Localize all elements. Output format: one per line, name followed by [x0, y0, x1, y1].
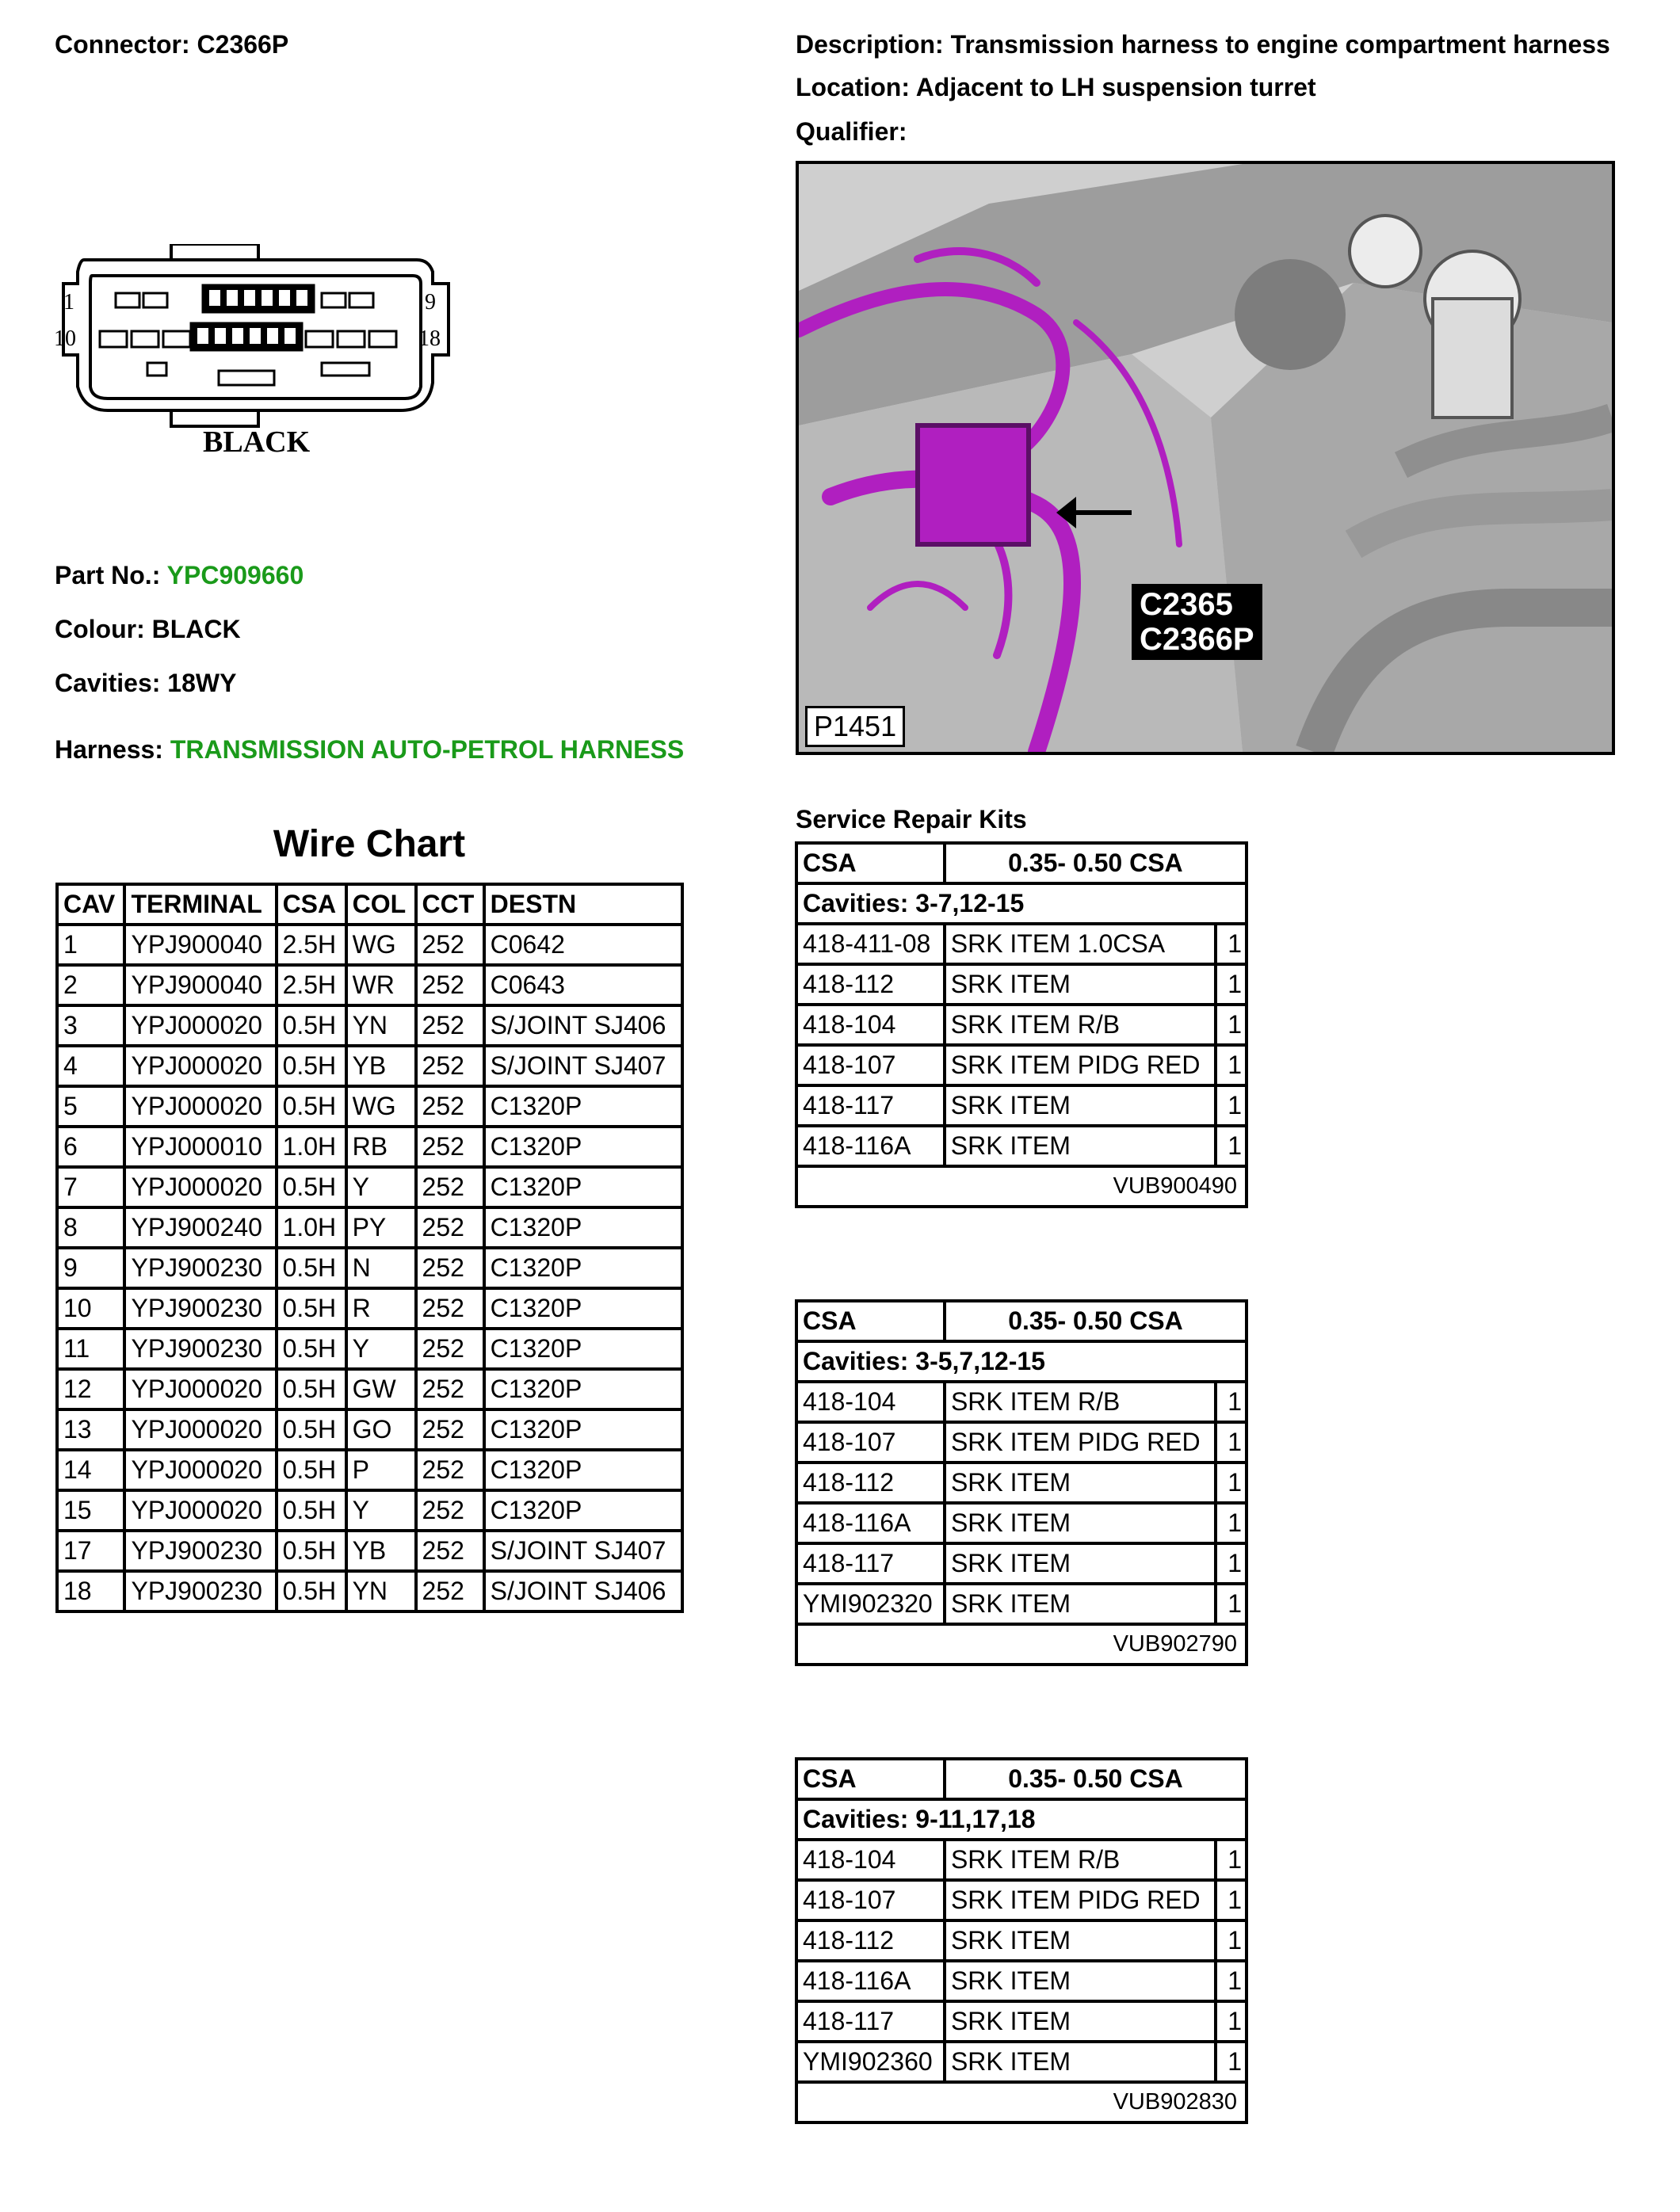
- kit-item-part: 418-116A: [796, 1503, 945, 1543]
- cell-csa: 0.5H: [277, 1005, 346, 1046]
- wire-chart-header-row: [57, 884, 682, 925]
- part-number-label: Part No.:: [55, 561, 161, 589]
- cell-cct: 252: [416, 1288, 484, 1329]
- kit-item-row: [796, 1961, 1247, 2001]
- kit-csa-row: [796, 1759, 1247, 1799]
- kit-item-qty: 1: [1216, 1880, 1247, 1920]
- kit-item-desc: SRK ITEM: [945, 2042, 1216, 2082]
- kit-item-row: [796, 924, 1247, 964]
- cell-cct: 252: [416, 925, 484, 965]
- repair-kit-2: [795, 1299, 1248, 1666]
- cell-col: Y: [346, 1490, 416, 1531]
- kit-item-desc: SRK ITEM: [945, 1920, 1216, 1961]
- table-row: [57, 1167, 682, 1207]
- table-row: [57, 1288, 682, 1329]
- kit-item-row: [796, 1543, 1247, 1584]
- kit-item-qty: 1: [1216, 1503, 1247, 1543]
- kit-item-part: 418-107: [796, 1422, 945, 1463]
- cell-cav: 13: [57, 1409, 124, 1450]
- kit-item-part: YMI902360: [796, 2042, 945, 2082]
- kit-item-qty: 1: [1216, 1005, 1247, 1045]
- kit-cavities: Cavities: 3-7,12-15: [796, 883, 1247, 924]
- cell-csa: 0.5H: [277, 1046, 346, 1086]
- part-number-value: YPC909660: [166, 561, 304, 589]
- harness: [55, 735, 684, 765]
- wire-chart-table: [55, 883, 684, 1613]
- table-row: [57, 1207, 682, 1248]
- kit-item-row: [796, 1584, 1247, 1624]
- cell-col: YB: [346, 1046, 416, 1086]
- cell-cct: 252: [416, 1450, 484, 1490]
- cell-destn: C1320P: [484, 1329, 682, 1369]
- cell-cav: 5: [57, 1086, 124, 1127]
- header-col: COL: [346, 884, 416, 925]
- kit-csa-row: [796, 843, 1247, 883]
- cell-cav: 7: [57, 1167, 124, 1207]
- cell-col: YB: [346, 1531, 416, 1571]
- kit-item-qty: 1: [1216, 1961, 1247, 2001]
- kit-item-desc: SRK ITEM: [945, 1543, 1216, 1584]
- cell-cav: 11: [57, 1329, 124, 1369]
- cell-col: N: [346, 1248, 416, 1288]
- kit-item-qty: 1: [1216, 964, 1247, 1005]
- kit-item-qty: 1: [1216, 2001, 1247, 2042]
- cell-cct: 252: [416, 1329, 484, 1369]
- cell-destn: C0643: [484, 965, 682, 1005]
- cell-terminal: YPJ000020: [124, 1490, 276, 1531]
- cell-cct: 252: [416, 965, 484, 1005]
- cell-col: YN: [346, 1571, 416, 1611]
- cell-csa: 0.5H: [277, 1086, 346, 1127]
- repair-kit-table: [795, 1757, 1248, 2124]
- kit-number-row: [796, 1624, 1247, 1665]
- table-row: [57, 1005, 682, 1046]
- kit-csa-label: CSA: [796, 1759, 945, 1799]
- cell-csa: 1.0H: [277, 1207, 346, 1248]
- cell-cct: 252: [416, 1369, 484, 1409]
- cell-csa: 2.5H: [277, 925, 346, 965]
- kit-item-part: 418-117: [796, 2001, 945, 2042]
- photo-callout: [1132, 584, 1262, 660]
- callout-c2366p: C2366P: [1140, 622, 1254, 657]
- harness-label: Harness:: [55, 735, 163, 764]
- kit-item-qty: 1: [1216, 1085, 1247, 1126]
- kit-number: VUB902790: [796, 1624, 1247, 1665]
- kit-csa-range: 0.35- 0.50 CSA: [945, 843, 1247, 883]
- header-destn: DESTN: [484, 884, 682, 925]
- cell-col: WR: [346, 965, 416, 1005]
- kit-item-desc: SRK ITEM: [945, 1503, 1216, 1543]
- photo-reference: P1451: [805, 706, 905, 747]
- cell-terminal: YPJ900230: [124, 1531, 276, 1571]
- table-row: [57, 1490, 682, 1531]
- kit-item-row: [796, 1422, 1247, 1463]
- kit-item-part: 418-112: [796, 1920, 945, 1961]
- connector-title: Connector: C2366P: [55, 30, 289, 59]
- cell-col: Y: [346, 1329, 416, 1369]
- kit-item-row: [796, 1382, 1247, 1422]
- cell-cav: 2: [57, 965, 124, 1005]
- kit-number-row: [796, 2082, 1247, 2122]
- cell-destn: C1320P: [484, 1409, 682, 1450]
- kit-item-row: [796, 1840, 1247, 1880]
- kit-item-desc: SRK ITEM: [945, 1126, 1216, 1166]
- kit-cavities: Cavities: 3-5,7,12-15: [796, 1341, 1247, 1382]
- cell-terminal: YPJ900230: [124, 1329, 276, 1369]
- kit-item-part: 418-116A: [796, 1126, 945, 1166]
- cell-cav: 18: [57, 1571, 124, 1611]
- cell-cct: 252: [416, 1086, 484, 1127]
- kit-number: VUB902830: [796, 2082, 1247, 2122]
- cell-cav: 6: [57, 1127, 124, 1167]
- kit-item-row: [796, 1005, 1247, 1045]
- kit-item-qty: 1: [1216, 1463, 1247, 1503]
- cell-cav: 10: [57, 1288, 124, 1329]
- qualifier-label: Qualifier:: [796, 117, 907, 146]
- wire-chart-body: [57, 925, 682, 1611]
- cavities-label: Cavities: 18WY: [55, 669, 237, 697]
- kit-csa-label: CSA: [796, 1301, 945, 1341]
- kit-item-row: [796, 1880, 1247, 1920]
- header-cav: CAV: [57, 884, 124, 925]
- cell-terminal: YPJ000020: [124, 1167, 276, 1207]
- kit-item-row: [796, 1126, 1247, 1166]
- header-cct: CCT: [416, 884, 484, 925]
- pin-9-label: 9: [425, 290, 436, 315]
- cell-csa: 2.5H: [277, 965, 346, 1005]
- table-row: [57, 1329, 682, 1369]
- table-row: [57, 1046, 682, 1086]
- cell-csa: 0.5H: [277, 1571, 346, 1611]
- cell-cct: 252: [416, 1409, 484, 1450]
- kit-item-qty: 1: [1216, 1382, 1247, 1422]
- description-label: Description: Transmission harness to engine compartment harness: [796, 30, 1610, 59]
- cell-csa: 0.5H: [277, 1329, 346, 1369]
- kit-item-desc: SRK ITEM R/B: [945, 1840, 1216, 1880]
- cell-destn: C1320P: [484, 1288, 682, 1329]
- cell-csa: 0.5H: [277, 1288, 346, 1329]
- pin-1-label: 1: [63, 290, 74, 315]
- cell-col: RB: [346, 1127, 416, 1167]
- cell-terminal: YPJ000020: [124, 1086, 276, 1127]
- kit-item-row: [796, 964, 1247, 1005]
- cell-csa: 0.5H: [277, 1450, 346, 1490]
- location-label: Location: Adjacent to LH suspension turret: [796, 73, 1316, 101]
- cell-terminal: YPJ000010: [124, 1127, 276, 1167]
- kit-item-part: 418-104: [796, 1840, 945, 1880]
- repair-kit-table: [795, 841, 1248, 1208]
- cell-csa: 0.5H: [277, 1531, 346, 1571]
- kit-item-part: 418-411-08: [796, 924, 945, 964]
- cell-cav: 1: [57, 925, 124, 965]
- cell-terminal: YPJ000020: [124, 1046, 276, 1086]
- cell-destn: C1320P: [484, 1369, 682, 1409]
- cell-destn: C1320P: [484, 1167, 682, 1207]
- cell-destn: S/JOINT SJ406: [484, 1571, 682, 1611]
- kit-item-part: 418-107: [796, 1880, 945, 1920]
- cell-destn: S/JOINT SJ407: [484, 1531, 682, 1571]
- callout-c2365: C2365: [1140, 587, 1233, 622]
- kit-item-row: [796, 2001, 1247, 2042]
- cell-destn: C1320P: [484, 1490, 682, 1531]
- kit-item-part: 418-104: [796, 1005, 945, 1045]
- cell-destn: C1320P: [484, 1207, 682, 1248]
- kit-item-qty: 1: [1216, 1045, 1247, 1085]
- kit-item-desc: SRK ITEM 1.0CSA: [945, 924, 1216, 964]
- cell-col: P: [346, 1450, 416, 1490]
- kit-number-row: [796, 1166, 1247, 1207]
- kit-item-desc: SRK ITEM PIDG RED: [945, 1422, 1216, 1463]
- kit-csa-label: CSA: [796, 843, 945, 883]
- kit-item-desc: SRK ITEM: [945, 1584, 1216, 1624]
- cell-csa: 0.5H: [277, 1167, 346, 1207]
- table-row: [57, 1571, 682, 1611]
- cell-col: YN: [346, 1005, 416, 1046]
- cell-cct: 252: [416, 1531, 484, 1571]
- cell-destn: S/JOINT SJ406: [484, 1005, 682, 1046]
- connector-face-diagram: [52, 244, 472, 466]
- kit-item-row: [796, 2042, 1247, 2082]
- cell-col: WG: [346, 1086, 416, 1127]
- kit-item-qty: 1: [1216, 1543, 1247, 1584]
- cell-cct: 252: [416, 1571, 484, 1611]
- repair-kit-table: [795, 1299, 1248, 1666]
- cell-terminal: YPJ000020: [124, 1369, 276, 1409]
- table-row: [57, 1409, 682, 1450]
- cell-terminal: YPJ000020: [124, 1450, 276, 1490]
- kit-cavities-row: [796, 1799, 1247, 1840]
- kit-csa-range: 0.35- 0.50 CSA: [945, 1301, 1247, 1341]
- kit-item-qty: 1: [1216, 1840, 1247, 1880]
- kit-item-desc: SRK ITEM: [945, 1463, 1216, 1503]
- cell-cav: 14: [57, 1450, 124, 1490]
- kit-item-row: [796, 1503, 1247, 1543]
- cell-cav: 9: [57, 1248, 124, 1288]
- kit-item-desc: SRK ITEM R/B: [945, 1005, 1216, 1045]
- kit-item-qty: 1: [1216, 2042, 1247, 2082]
- kit-item-qty: 1: [1216, 1584, 1247, 1624]
- cell-cct: 252: [416, 1046, 484, 1086]
- table-row: [57, 1248, 682, 1288]
- cell-terminal: YPJ900230: [124, 1288, 276, 1329]
- kit-item-qty: 1: [1216, 1920, 1247, 1961]
- table-row: [57, 925, 682, 965]
- cell-destn: C0642: [484, 925, 682, 965]
- kit-item-qty: 1: [1216, 924, 1247, 964]
- cell-cct: 252: [416, 1490, 484, 1531]
- kit-item-desc: SRK ITEM: [945, 1085, 1216, 1126]
- cell-destn: S/JOINT SJ407: [484, 1046, 682, 1086]
- kit-item-desc: SRK ITEM: [945, 964, 1216, 1005]
- table-row: [57, 1369, 682, 1409]
- kit-item-desc: SRK ITEM: [945, 2001, 1216, 2042]
- colour-label: Colour: BLACK: [55, 615, 241, 643]
- kit-item-desc: SRK ITEM PIDG RED: [945, 1880, 1216, 1920]
- kit-number: VUB900490: [796, 1166, 1247, 1207]
- kit-item-part: 418-112: [796, 1463, 945, 1503]
- cell-terminal: YPJ900230: [124, 1248, 276, 1288]
- kit-cavities-row: [796, 883, 1247, 924]
- kit-item-part: 418-107: [796, 1045, 945, 1085]
- pin-18-label: 18: [418, 326, 441, 351]
- cell-terminal: YPJ900040: [124, 965, 276, 1005]
- kit-item-part: 418-104: [796, 1382, 945, 1422]
- cell-terminal: YPJ900230: [124, 1571, 276, 1611]
- kit-item-desc: SRK ITEM R/B: [945, 1382, 1216, 1422]
- harness-value: TRANSMISSION AUTO-PETROL HARNESS: [170, 735, 685, 764]
- cell-terminal: YPJ000020: [124, 1409, 276, 1450]
- cell-cav: 17: [57, 1531, 124, 1571]
- cell-col: GW: [346, 1369, 416, 1409]
- cell-cav: 12: [57, 1369, 124, 1409]
- cell-destn: C1320P: [484, 1127, 682, 1167]
- cell-cav: 8: [57, 1207, 124, 1248]
- cell-terminal: YPJ900240: [124, 1207, 276, 1248]
- cell-csa: 0.5H: [277, 1409, 346, 1450]
- cell-col: Y: [346, 1167, 416, 1207]
- pin-10-label: 10: [54, 326, 76, 351]
- kit-item-desc: SRK ITEM: [945, 1961, 1216, 2001]
- cell-cct: 252: [416, 1207, 484, 1248]
- location-photo: [796, 161, 1615, 755]
- service-repair-kits-title: Service Repair Kits: [796, 805, 1027, 833]
- kit-item-qty: 1: [1216, 1422, 1247, 1463]
- kit-item-row: [796, 1920, 1247, 1961]
- header-csa: CSA: [277, 884, 346, 925]
- cell-destn: C1320P: [484, 1450, 682, 1490]
- kit-cavities: Cavities: 9-11,17,18: [796, 1799, 1247, 1840]
- table-row: [57, 965, 682, 1005]
- repair-kit-3: [795, 1757, 1248, 2124]
- table-row: [57, 1086, 682, 1127]
- cell-cct: 252: [416, 1005, 484, 1046]
- kit-item-part: 418-117: [796, 1085, 945, 1126]
- table-row: [57, 1127, 682, 1167]
- cell-terminal: YPJ000020: [124, 1005, 276, 1046]
- kit-csa-range: 0.35- 0.50 CSA: [945, 1759, 1247, 1799]
- cell-col: WG: [346, 925, 416, 965]
- kit-item-row: [796, 1085, 1247, 1126]
- table-row: [57, 1531, 682, 1571]
- kit-item-row: [796, 1463, 1247, 1503]
- cell-csa: 1.0H: [277, 1127, 346, 1167]
- cell-col: PY: [346, 1207, 416, 1248]
- wire-chart-title: Wire Chart: [273, 823, 466, 865]
- cell-cav: 3: [57, 1005, 124, 1046]
- cell-csa: 0.5H: [277, 1490, 346, 1531]
- cell-terminal: YPJ900040: [124, 925, 276, 965]
- cell-csa: 0.5H: [277, 1369, 346, 1409]
- cell-destn: C1320P: [484, 1086, 682, 1127]
- cell-cct: 252: [416, 1167, 484, 1207]
- header-terminal: TERMINAL: [124, 884, 276, 925]
- cell-cav: 4: [57, 1046, 124, 1086]
- table-row: [57, 1450, 682, 1490]
- cell-cct: 252: [416, 1127, 484, 1167]
- repair-kit-1: [795, 841, 1248, 1208]
- kit-cavities-row: [796, 1341, 1247, 1382]
- cell-cct: 252: [416, 1248, 484, 1288]
- connector-colour-label: BLACK: [203, 425, 311, 459]
- cell-col: R: [346, 1288, 416, 1329]
- engine-bay-illustration: [799, 164, 1612, 752]
- kit-item-part: 418-116A: [796, 1961, 945, 2001]
- kit-item-part: 418-112: [796, 964, 945, 1005]
- cell-col: GO: [346, 1409, 416, 1450]
- kit-item-desc: SRK ITEM PIDG RED: [945, 1045, 1216, 1085]
- kit-csa-row: [796, 1301, 1247, 1341]
- cell-destn: C1320P: [484, 1248, 682, 1288]
- kit-item-qty: 1: [1216, 1126, 1247, 1166]
- part-number: [55, 561, 304, 590]
- kit-item-row: [796, 1045, 1247, 1085]
- cell-cav: 15: [57, 1490, 124, 1531]
- kit-item-part: 418-117: [796, 1543, 945, 1584]
- kit-item-part: YMI902320: [796, 1584, 945, 1624]
- cell-csa: 0.5H: [277, 1248, 346, 1288]
